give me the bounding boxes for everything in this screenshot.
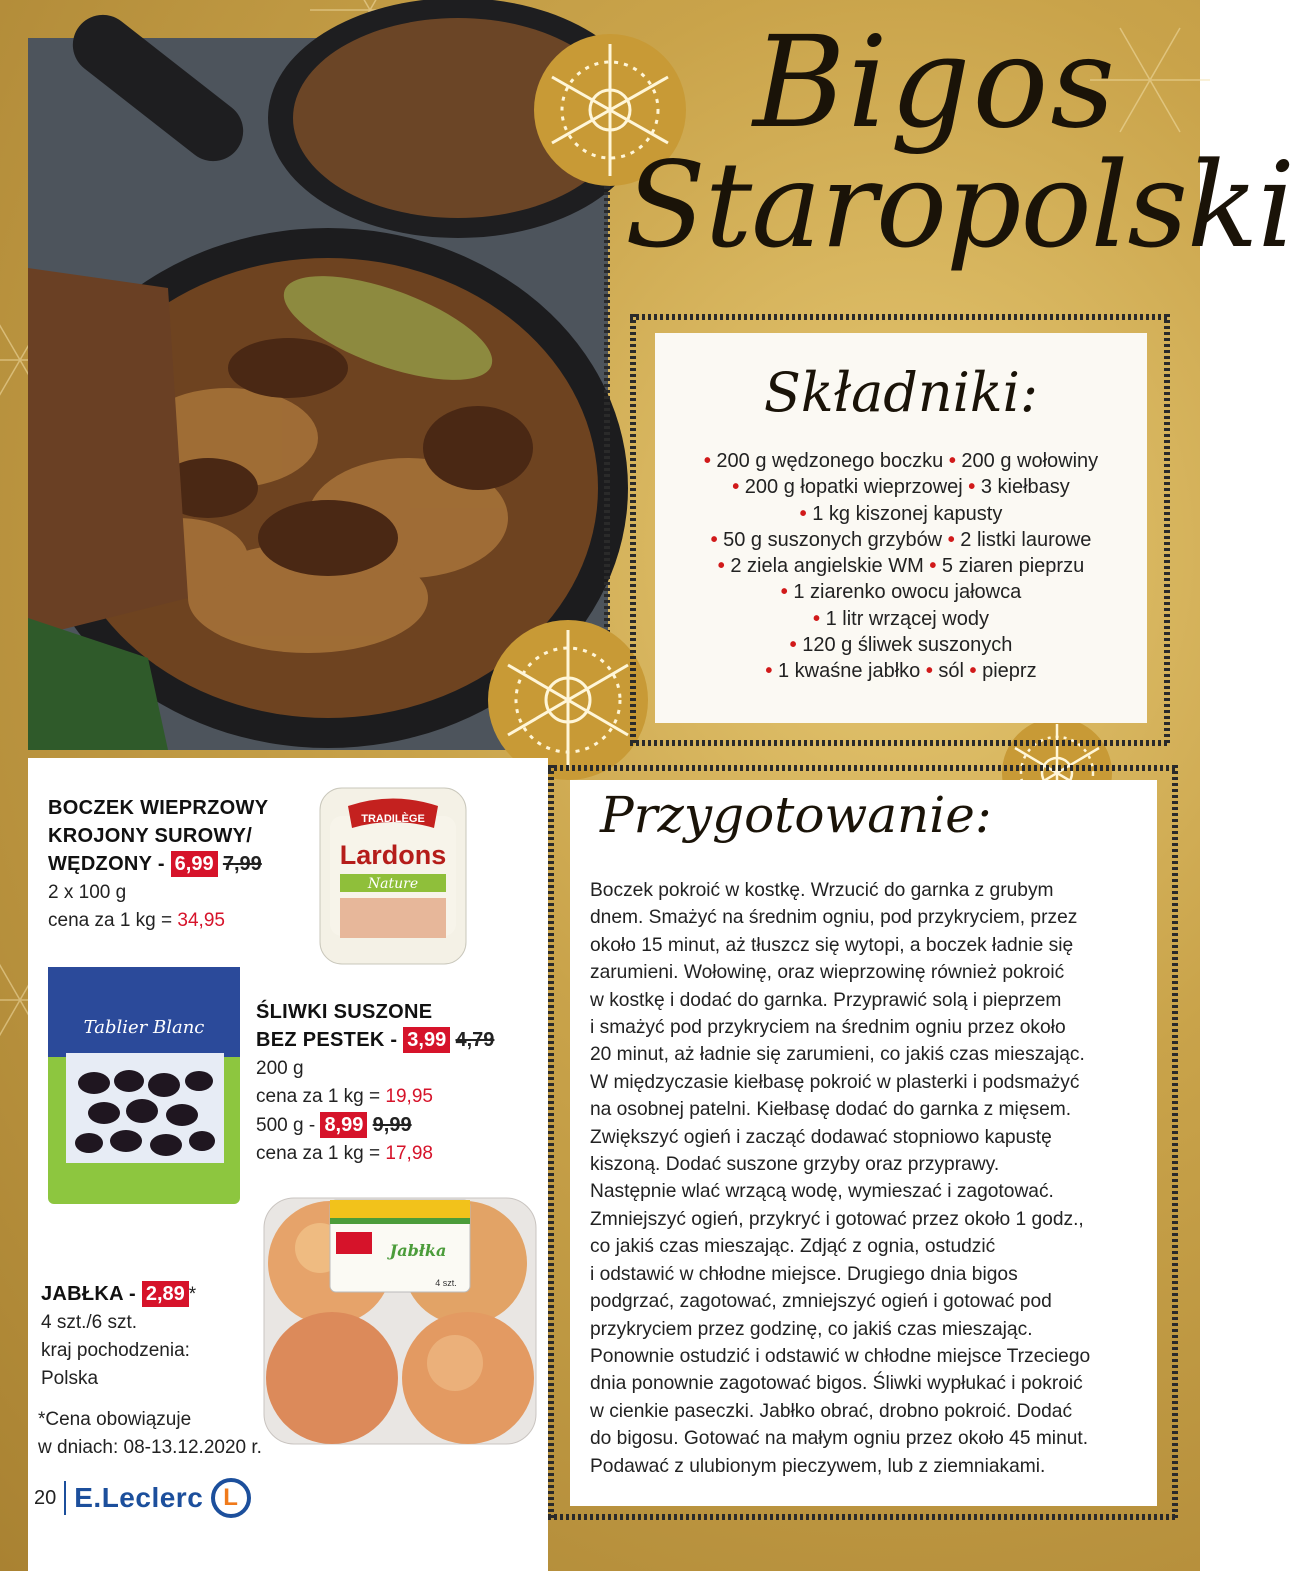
title-line-1: Bigos <box>752 9 1118 156</box>
package-sub-text: Nature <box>367 876 419 892</box>
price-badge: 2,89 <box>142 1281 189 1307</box>
ingredient-line <box>655 474 1147 500</box>
prunes-package-image <box>44 963 244 1208</box>
preparation-line: co jakiś czas mieszając. Zdjąć z ognia, ostudzić <box>590 1236 996 1258</box>
prep-stitch-right <box>1172 765 1178 1520</box>
bullet-icon: • <box>732 476 745 499</box>
unit-price-label: cena za 1 kg = <box>256 1143 381 1164</box>
preparation-line: dnia ponownie zagotować bigos. Śliwki wypłukać i pokroić <box>590 1373 1083 1395</box>
preparation-line: Boczek pokroić w kostkę. Wrzucić do garnka z grubym <box>590 880 1054 901</box>
price-validity-note <box>38 1406 262 1462</box>
ingredients-stitch-left <box>630 314 636 744</box>
package-count-text: 4 szt. <box>435 1278 457 1288</box>
note-line: w dniach: 08-13.12.2020 r. <box>38 1437 262 1458</box>
preparation-line: Ponownie ostudzić i odstawić w chłodne miejsce Trzeciego <box>590 1345 1091 1367</box>
pack-size: 4 szt./6 szt. <box>41 1312 138 1333</box>
leclerc-logo-icon <box>211 1478 251 1518</box>
bullet-icon: • <box>710 528 724 551</box>
ingredient-item: 200 g łopatki wieprzowej <box>744 476 963 499</box>
preparation-line: i smażyć pod przykryciem na średnim ogniu przez około <box>590 1017 1066 1039</box>
preparation-line: Następnie wlać wrzącą wodę, wymieszać i zagotować. <box>590 1181 1054 1203</box>
product-name: KROJONY SUROWY/ <box>48 825 253 847</box>
preparation-line: na osobnej patelni. Kiełbasę dodać do garnka z mięsem. <box>590 1099 1072 1121</box>
ingredients-box <box>655 333 1147 723</box>
product-name: BEZ PESTEK <box>256 1029 385 1051</box>
preparation-line: Zwiększyć ogień i zacząć dodawać stopniowo kapustę <box>590 1126 1052 1148</box>
preparation-line: w cienkie paseczki. Jabłko obrać, drobno pokroić. Dodać <box>590 1400 1073 1422</box>
ingredient-line <box>655 553 1147 579</box>
ingredient-item: 1 litr wrzącej wody <box>825 607 989 630</box>
recipe-title <box>625 9 1294 274</box>
unit-price-label: cena za 1 kg = <box>256 1086 381 1107</box>
prep-stitch-top <box>548 765 1178 771</box>
price-star: * <box>188 1284 197 1305</box>
ingredient-line <box>655 448 1147 474</box>
preparation-line: Podawać z ulubionym pieczywem, lub z ziemniakami. <box>590 1455 1046 1477</box>
ingredient-line <box>655 527 1147 553</box>
package-brand-text: TRADILÈGE <box>361 813 425 825</box>
preparation-line: Zmniejszyć ogień, przykryć i gotować przez około 1 godz., <box>590 1208 1084 1230</box>
origin-label: kraj pochodzenia: <box>41 1340 190 1361</box>
ingredient-line <box>655 606 1147 632</box>
prep-stitch-bottom <box>548 1514 1178 1520</box>
old-price: 9,99 <box>372 1114 412 1136</box>
price-badge: 8,99 <box>320 1112 367 1138</box>
preparation-box <box>570 780 1157 1506</box>
ingredient-item: 200 g wędzonego boczku <box>716 450 944 472</box>
lardons-package-image <box>318 786 468 966</box>
product-name: BOCZEK WIEPRZOWY <box>48 797 269 819</box>
ingredient-item: 3 kiełbasy <box>980 476 1070 499</box>
bullet-icon: • <box>929 555 942 578</box>
preparation-text <box>590 877 1146 1480</box>
preparation-line: około 15 minut, aż tłuszcz się wytopi, a boczek ładnie się <box>590 934 1074 956</box>
ingredient-item: pieprz <box>982 660 1037 683</box>
package-name-text: Lardons <box>339 840 447 870</box>
prep-stitch-left <box>548 765 554 1520</box>
preparation-line: podgrzać, zagotować, zmniejszyć ogień i gotować pod <box>590 1291 1052 1313</box>
ingredient-item: 1 kwaśne jabłko <box>777 660 921 683</box>
pack-size: 500 g - <box>256 1115 316 1136</box>
product-name: ŚLIWKI SUSZONE <box>256 1001 433 1023</box>
ingredient-line <box>655 632 1147 658</box>
title-line-2: Staropolski <box>625 136 1294 274</box>
old-price: 7,99 <box>222 853 262 875</box>
unit-price: 17,98 <box>385 1143 433 1164</box>
bullet-icon: • <box>947 528 961 551</box>
bullet-icon: • <box>948 450 962 472</box>
ingredient-item: 1 ziarenko owocu jałowca <box>793 581 1022 604</box>
ingredient-item: 200 g wołowiny <box>961 450 1099 472</box>
unit-price: 19,95 <box>385 1086 433 1107</box>
preparation-line: zarumieni. Wołowinę, oraz wieprzowinę również pokroić <box>590 962 1065 984</box>
unit-price: 34,95 <box>177 910 225 931</box>
bullet-icon: • <box>703 450 717 472</box>
footer-divider <box>64 1481 66 1515</box>
product-name: WĘDZONY <box>48 853 152 875</box>
preparation-line: 20 minut, aż ładnie się zarumieni, co jakiś czas mieszając. <box>590 1044 1085 1066</box>
preparation-line: dnem. Smażyć na średnim ogniu, pod przykryciem, przez <box>590 907 1078 929</box>
bullet-icon: • <box>969 660 983 683</box>
ingredient-item: 50 g suszonych grzybów <box>723 528 943 551</box>
pack-size: 200 g <box>256 1058 304 1079</box>
preparation-line: W międzyczasie kiełbasę pokroić w plasterki i podsmażyć <box>590 1071 1080 1093</box>
bullet-icon: • <box>925 660 939 683</box>
origin-value: Polska <box>41 1368 99 1389</box>
ingredient-item: 2 listki laurowe <box>960 528 1092 551</box>
bullet-icon: • <box>799 502 813 525</box>
bullet-icon: • <box>780 581 794 604</box>
bullet-icon: • <box>789 634 803 657</box>
ingredient-item: 1 kg kiszonej kapusty <box>812 502 1003 525</box>
ingredient-item: 120 g śliwek suszonych <box>802 634 1013 657</box>
preparation-line: i odstawić w chłodne miejsce. Drugiego dnia bigos <box>590 1263 1018 1285</box>
ingredient-item: sól <box>938 660 964 683</box>
preparation-line: przykryciem przez godzinę, co jakiś czas mieszając. <box>590 1318 1033 1340</box>
preparation-line: do bigosu. Gotować na małym ogniu przez około 45 minut. <box>590 1428 1089 1450</box>
preparation-line: w kostkę i dodać do garnka. Przyprawić solą i pieprzem <box>590 989 1062 1011</box>
note-line: *Cena obowiązuje <box>38 1409 192 1430</box>
ingredients-stitch-bottom <box>630 740 1170 746</box>
product-name: JABŁKA <box>41 1283 124 1305</box>
ingredients-heading: Składniki: <box>763 361 1039 424</box>
ingredients-stitch-top <box>630 314 1170 320</box>
bullet-icon: • <box>813 607 826 630</box>
ingredients-list <box>655 448 1147 685</box>
package-brand-text: Tablier Blanc <box>83 1017 205 1038</box>
ingredient-line <box>655 501 1147 527</box>
page-number: 20 <box>34 1486 57 1509</box>
preparation-line: kiszoną. Dodać suszone grzyby oraz przyprawy. <box>590 1154 1000 1176</box>
price-badge: 6,99 <box>171 851 218 877</box>
old-price: 4,79 <box>455 1029 495 1051</box>
unit-price-label: cena za 1 kg = <box>48 910 173 931</box>
ingredient-line <box>655 579 1147 605</box>
ingredient-line <box>655 658 1147 684</box>
pack-size: 2 x 100 g <box>48 882 127 903</box>
ingredients-stitch-right <box>1164 314 1170 744</box>
product-boczek: BOCZEK WIEPRZOWY KROJONY SUROWY/ WĘDZONY - 6,99 7,99 2 x 100 g cena za 1 kg = 34,95 <box>48 794 268 935</box>
product-jablka: JABŁKA - 2,89 * 4 szt./6 szt. kraj pochodzenia: Polska <box>41 1280 196 1393</box>
price-badge: 3,99 <box>403 1027 450 1053</box>
bullet-icon: • <box>968 476 981 499</box>
product-sliwki: ŚLIWKI SUSZONE BEZ PESTEK - 3,99 4,79 200 g cena za 1 kg = 19,95 500 g - 8,99 9,99 cena za 1 kg = 17,98 <box>256 998 494 1168</box>
package-label-text: Jabłka <box>389 1241 447 1260</box>
page-footer <box>34 1478 251 1518</box>
ingredient-item: 2 ziela angielskie WM <box>730 555 924 578</box>
bullet-icon: • <box>765 660 778 683</box>
ingredient-item: 5 ziaren pieprzu <box>941 555 1085 578</box>
preparation-heading: Przygotowanie: <box>600 786 992 844</box>
apples-package-image <box>260 1178 540 1448</box>
brand-name: E.Leclerc <box>74 1482 204 1513</box>
products-panel <box>28 758 548 1571</box>
bullet-icon: • <box>717 555 731 578</box>
